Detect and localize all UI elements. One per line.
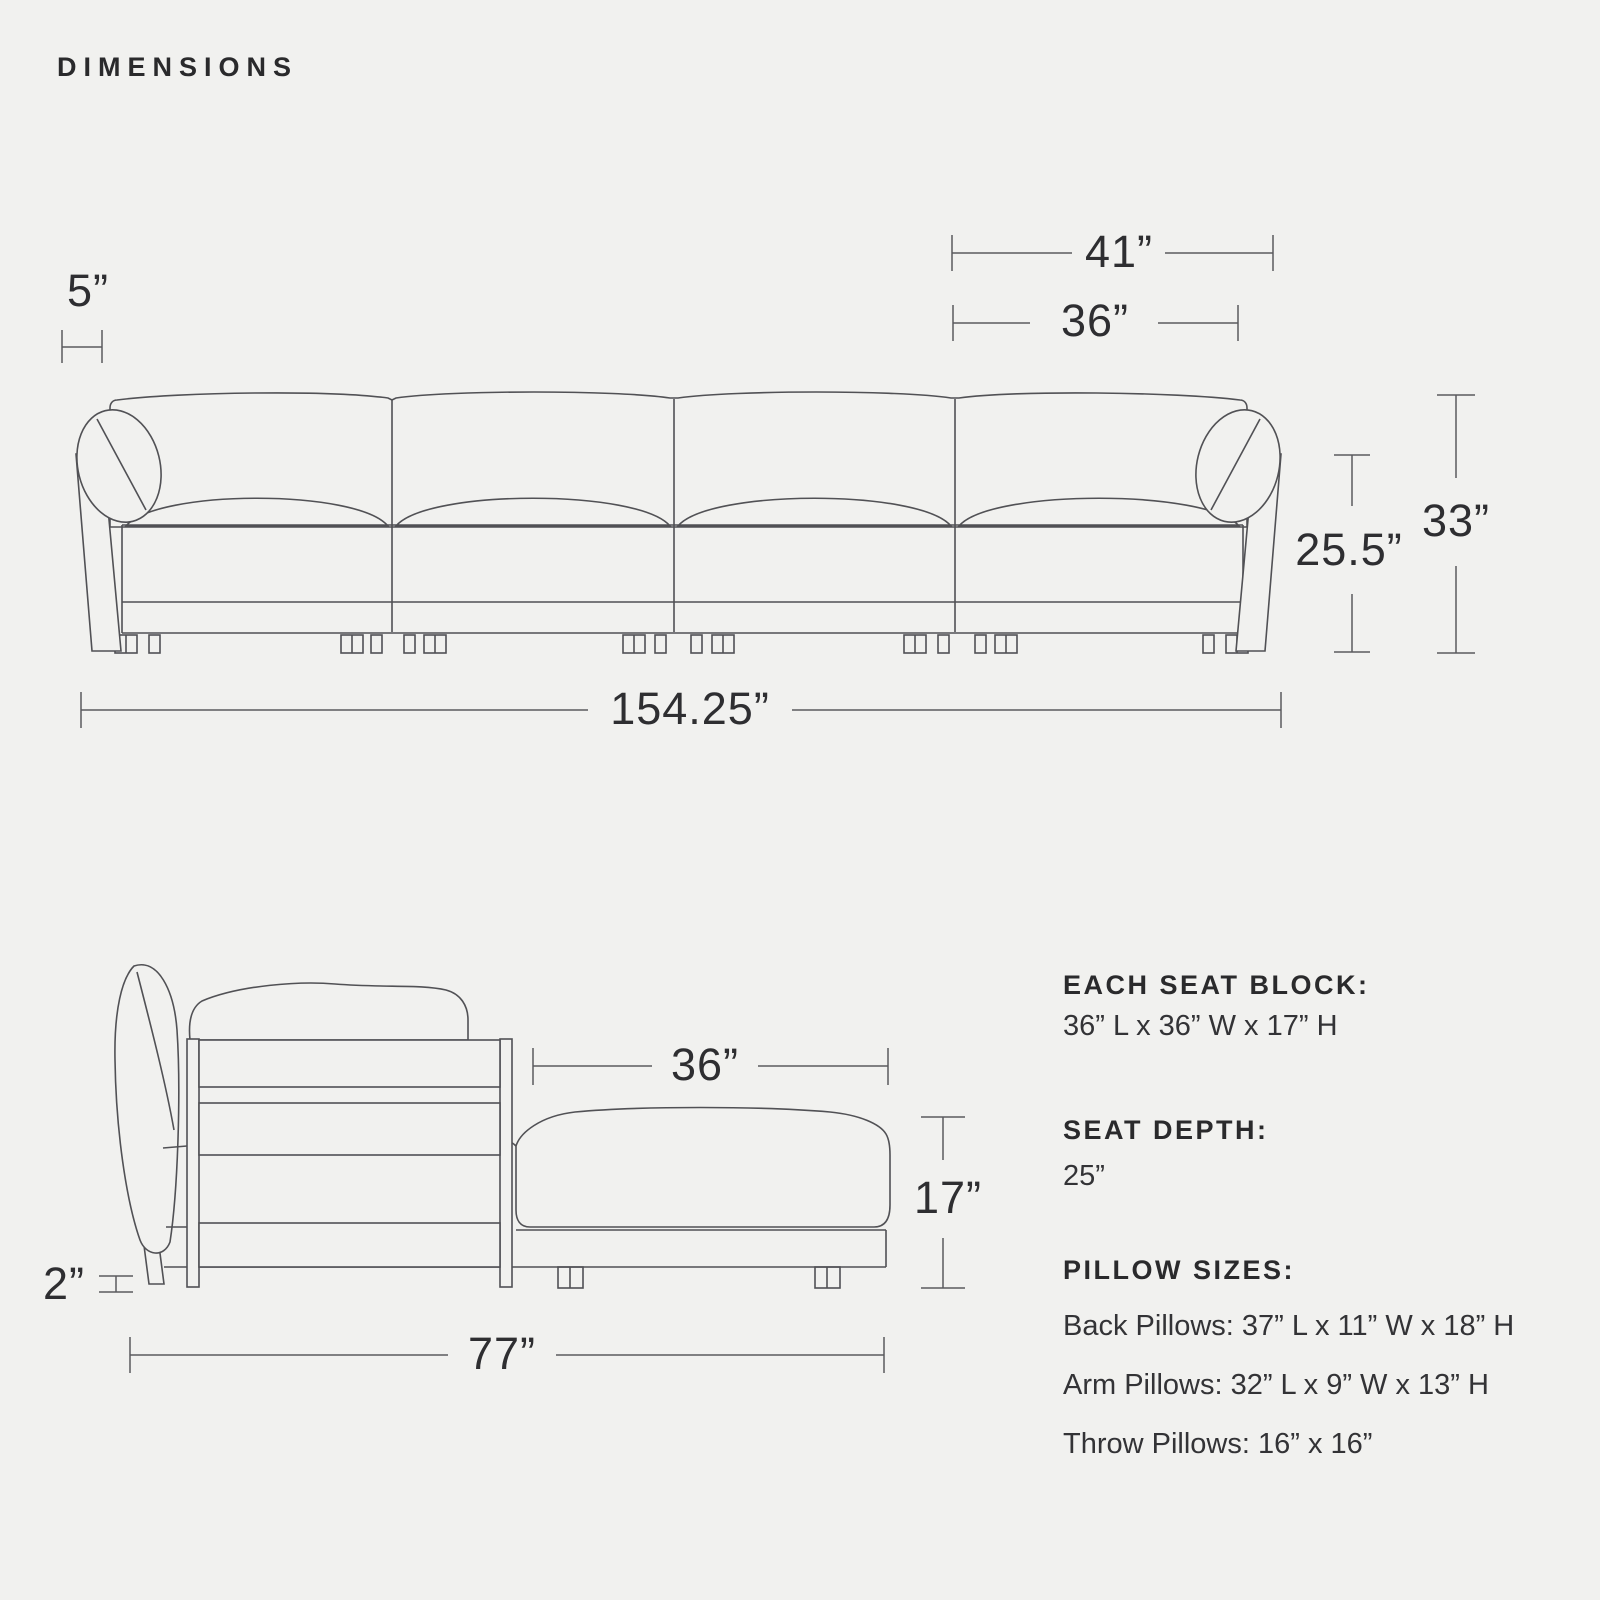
spec-line-back-pillows: Back Pillows: 37” L x 11” W x 18” H bbox=[1063, 1310, 1515, 1342]
dim-seat-height-label: 17” bbox=[913, 1172, 983, 1223]
page-title: DIMENSIONS bbox=[57, 52, 299, 82]
dim-overall-height-label: 33” bbox=[1421, 495, 1491, 546]
spec-heading-seat-depth: SEAT DEPTH: bbox=[1063, 1115, 1269, 1145]
dim-overall-width-label: 154.25” bbox=[610, 683, 770, 734]
dim-arm-width-label: 5” bbox=[66, 265, 110, 316]
spec-heading-pillow-sizes: PILLOW SIZES: bbox=[1063, 1255, 1295, 1285]
spec-heading-seat-block: EACH SEAT BLOCK: bbox=[1063, 970, 1370, 1000]
dim-module-plus-arm-label: 41” bbox=[1084, 226, 1154, 277]
spec-line-arm-pillows: Arm Pillows: 32” L x 9” W x 13” H bbox=[1063, 1369, 1489, 1401]
dim-seat-back-height-label: 25.5” bbox=[1295, 524, 1403, 575]
dim-overall-depth-label: 77” bbox=[467, 1328, 537, 1379]
spec-line-throw-pillows: Throw Pillows: 16” x 16” bbox=[1063, 1428, 1373, 1460]
dim-module-width-label: 36” bbox=[1060, 295, 1130, 346]
spec-line-seat-depth: 25” bbox=[1063, 1160, 1105, 1192]
spec-line-seat-block: 36” L x 36” W x 17” H bbox=[1063, 1010, 1338, 1042]
dim-chaise-length-label: 36” bbox=[670, 1039, 740, 1090]
sofa-front-elevation-drawing bbox=[65, 392, 1291, 653]
dim-leg-height-label: 2” bbox=[42, 1258, 86, 1309]
sofa-side-elevation-drawing bbox=[115, 965, 890, 1288]
